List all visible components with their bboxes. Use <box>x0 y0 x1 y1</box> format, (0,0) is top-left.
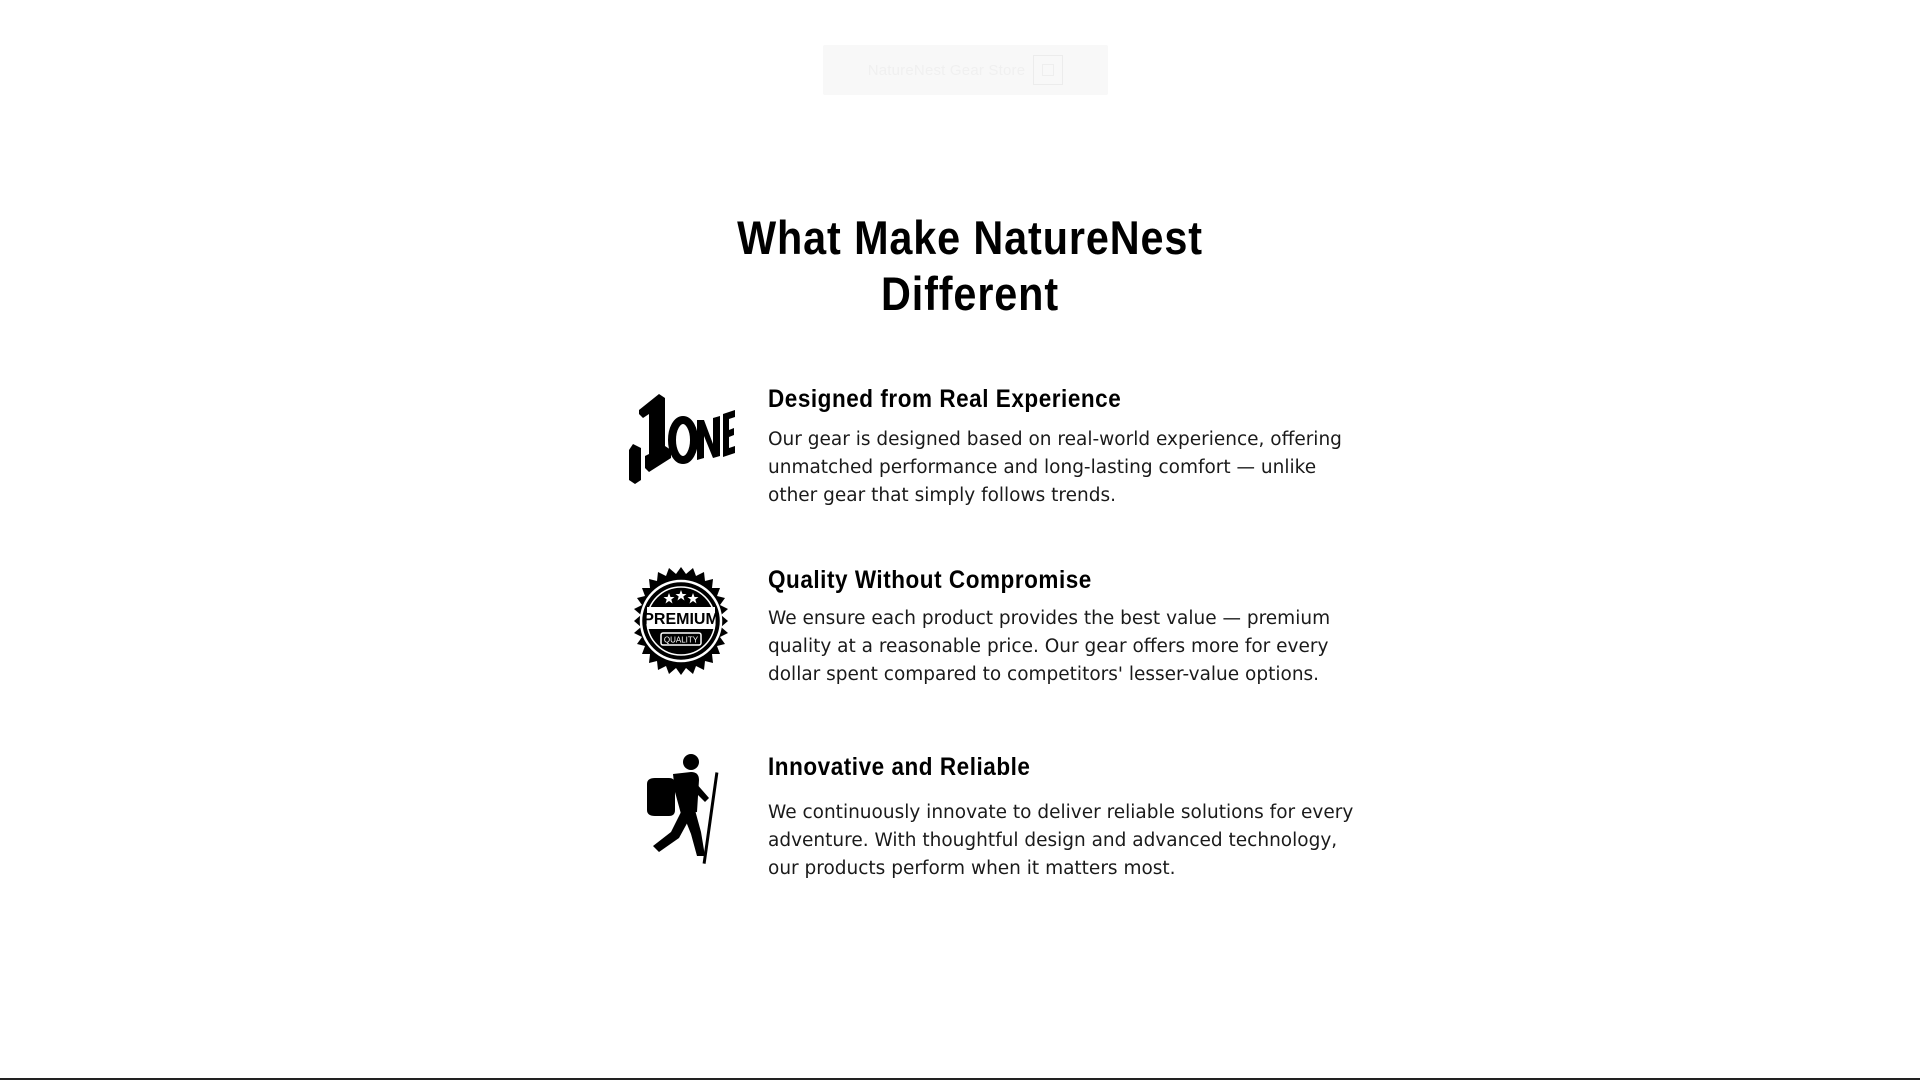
number-one-badge-icon <box>625 384 737 496</box>
hiker-icon <box>625 752 737 864</box>
top-banner[interactable] <box>823 45 1108 95</box>
svg-text:QUALITY: QUALITY <box>663 635 699 645</box>
top-banner-label: NatureNest Gear Store <box>867 61 1026 79</box>
premium-quality-seal-icon <box>625 565 737 677</box>
feature-description: Our gear is designed based on real-world experience, offering unmatched performance and long-lasting comfort — unlike other gear that simply follows trends. <box>768 429 1342 506</box>
feature-description: We continuously innovate to deliver reliable solutions for every adventure. With thoughtful design and advanced technology, our products perform when it matters most. <box>768 802 1354 879</box>
square-icon <box>1033 55 1063 85</box>
feature-heading: Quality Without Compromise <box>768 566 1092 594</box>
premium-label: PREMIUM <box>643 611 719 628</box>
section-title: What Make NatureNest Different <box>737 211 1203 320</box>
feature-heading: Innovative and Reliable <box>768 753 1031 781</box>
feature-heading: Designed from Real Experience <box>768 385 1122 413</box>
feature-description: We ensure each product provides the best value — premium quality at a reasonable price. Our gear offers more for every dollar spent compared to competitors' lesser-value options. <box>768 608 1331 685</box>
